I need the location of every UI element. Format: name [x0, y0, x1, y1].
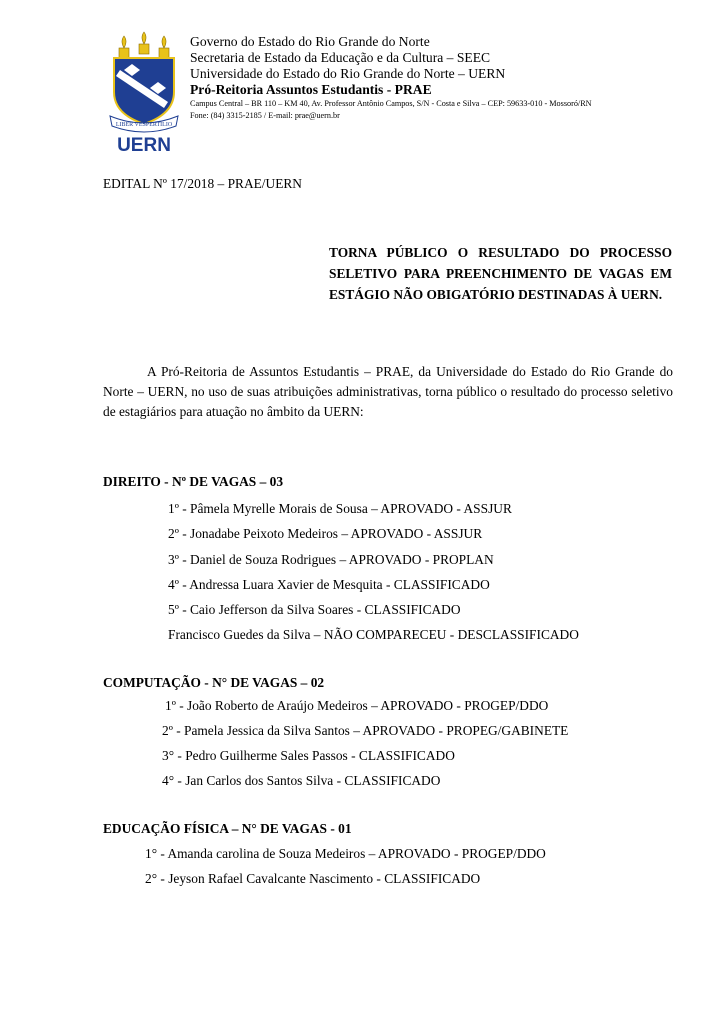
edital-number: EDITAL Nº 17/2018 – PRAE/UERN — [103, 176, 302, 191]
list-item: 2º - Jonadabe Peixoto Medeiros – APROVADO - ASSJUR — [168, 526, 483, 541]
list-item: 4º - Andressa Luara Xavier de Mesquita - CLASSIFICADO — [168, 577, 490, 592]
header-contact: Fone: (84) 3315-2185 / E-mail: prae@uern.br — [190, 111, 340, 120]
section-title-direito: DIREITO - Nº DE VAGAS – 03 — [103, 474, 284, 489]
section-title-educacao-fisica: EDUCAÇÃO FÍSICA – N° DE VAGAS - 01 — [103, 821, 352, 836]
list-item: 4° - Jan Carlos dos Santos Silva - CLASSIFICADO — [162, 773, 441, 788]
header-line-government: Governo do Estado do Rio Grande do Norte — [190, 34, 430, 49]
header-line-university: Universidade do Estado do Rio Grande do Norte – UERN — [190, 66, 506, 81]
header-line-secretariat: Secretaria de Estado da Educação e da Cultura – SEEC — [190, 50, 491, 65]
logo-motto: LIBER VESPERTILIO — [115, 122, 173, 128]
list-item: 1º - Pâmela Myrelle Morais de Sousa – APROVADO - ASSJUR — [168, 501, 512, 516]
letterhead — [190, 34, 710, 122]
logo-text: UERN — [117, 135, 171, 154]
list-item: 2° - Jeyson Rafael Cavalcante Nascimento - CLASSIFICADO — [145, 871, 481, 886]
edital-title: TORNA PÚBLICO O RESULTADO DO PROCESSO SELETIVO PARA PREENCHIMENTO DE VAGAS EM ESTÁGIO NÃO OBIGATÓRIO DESTINADAS À UERN. — [329, 245, 672, 302]
list-item: 1° - Amanda carolina de Souza Medeiros – APROVADO - PROGEP/DDO — [145, 846, 546, 861]
uern-logo — [106, 30, 182, 154]
header-address: Campus Central – BR 110 – KM 40, Av. Professor Antônio Campos, S/N - Costa e Silva – CEP: 59633-010 - Mossoró/RN — [190, 99, 592, 108]
list-item: 3° - Pedro Guilherme Sales Passos - CLASSIFICADO — [162, 748, 455, 763]
list-item: 3º - Daniel de Souza Rodrigues – APROVADO - PROPLAN — [168, 552, 494, 567]
list-item: 5º - Caio Jefferson da Silva Soares - CLASSIFICADO — [168, 602, 461, 617]
list-item: 2º - Pamela Jessica da Silva Santos – APROVADO - PROPEG/GABINETE — [162, 723, 569, 738]
section-title-computacao: COMPUTAÇÃO - N° DE VAGAS – 02 — [103, 675, 325, 690]
intro-paragraph: A Pró-Reitoria de Assuntos Estudantis – PRAE, da Universidade do Estado do Rio Grande do Norte – UERN, no uso de suas atribuições administrativas, torna público o resultado do processo seletivo de estagiários para atuação no âmbito da UERN: — [103, 364, 673, 419]
list-item: Francisco Guedes da Silva – NÃO COMPARECEU - DESCLASSIFICADO — [168, 627, 579, 642]
list-item: 1º - João Roberto de Araújo Medeiros – APROVADO - PROGEP/DDO — [165, 698, 549, 713]
header-office: Pró-Reitoria Assuntos Estudantis - PRAE — [190, 82, 432, 97]
